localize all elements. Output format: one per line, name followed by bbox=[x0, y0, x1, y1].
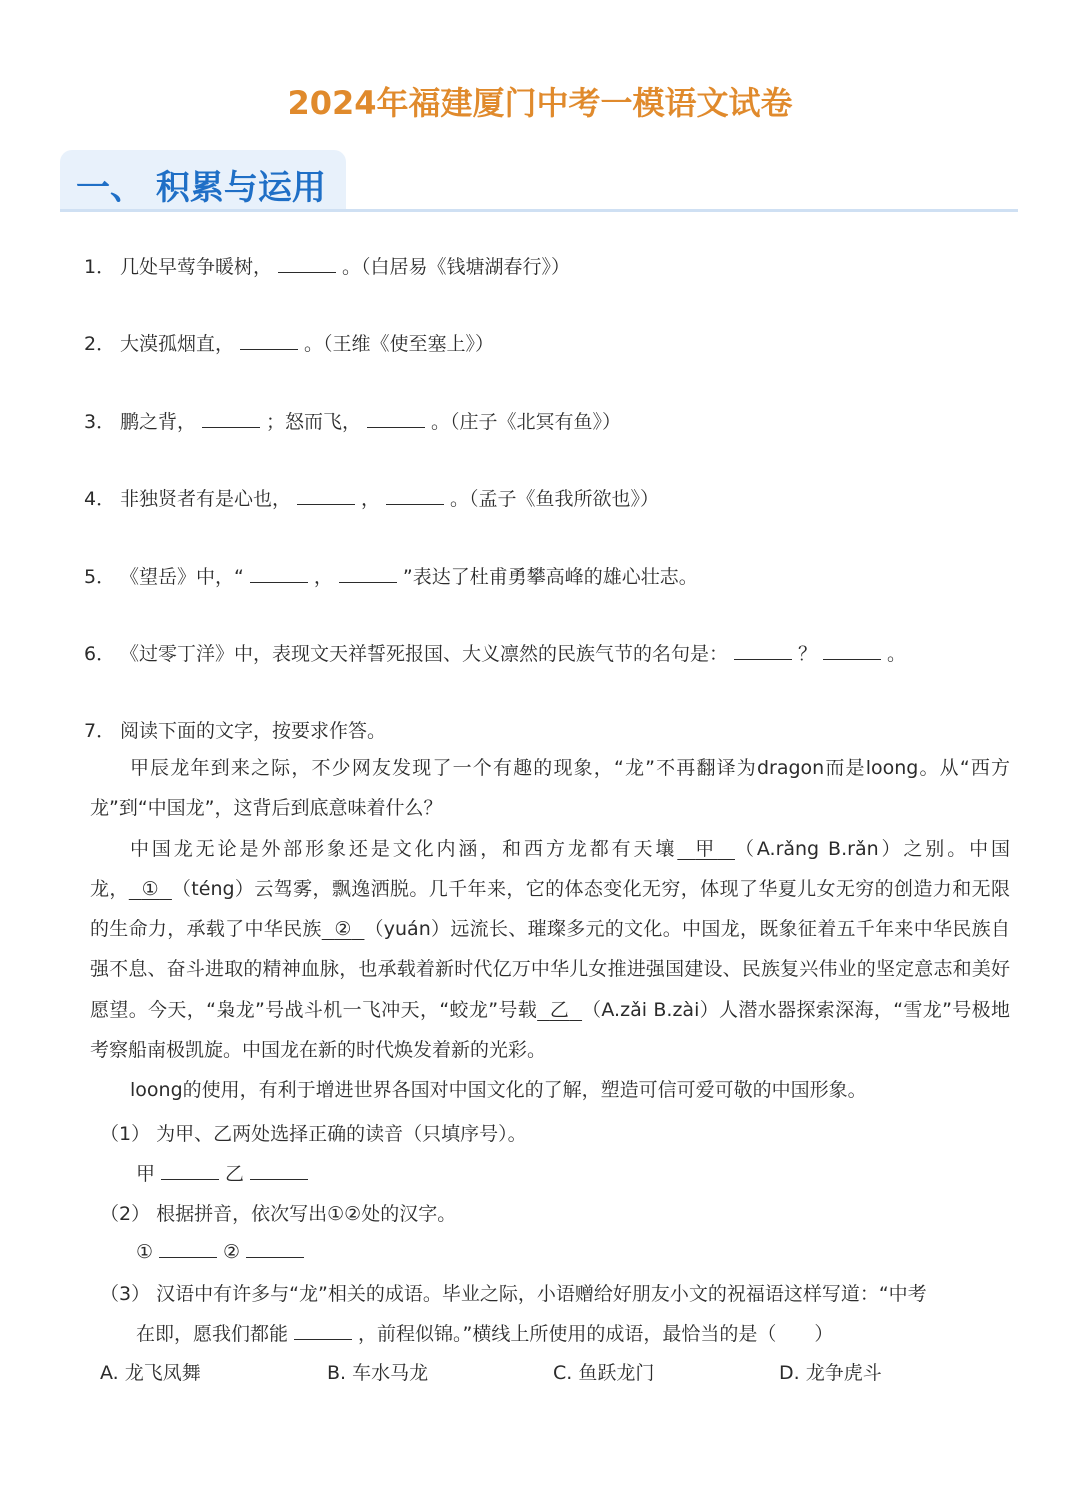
passage-text: （A.zǎi B.zài）人潜水器探索深海，“雪龙”号极地考察船南极凯旋。中国龙在新的时代焕发着新的光彩。 bbox=[90, 998, 1010, 1062]
question-text: 鹏之背， bbox=[120, 411, 197, 433]
answer-blank[interactable] bbox=[202, 409, 260, 428]
question-text: ”表达了杜甫勇攀高峰的雄心壮志。 bbox=[402, 566, 698, 588]
section-divider bbox=[60, 209, 1018, 212]
question-text: ， bbox=[361, 488, 381, 510]
subquestion-3: （3） 汉语中有许多与“龙”相关的成语。毕业之际，小语赠给好朋友小文的祝福语这样写道：“中考 bbox=[100, 1283, 927, 1305]
answer-blank[interactable] bbox=[246, 1239, 304, 1258]
question-3 bbox=[84, 407, 621, 434]
answer-label: 乙 bbox=[225, 1163, 245, 1185]
page-title: 2024年福建厦门中考一模语文试卷 bbox=[287, 84, 793, 122]
answer-blank[interactable] bbox=[159, 1239, 217, 1258]
question-number: 7． bbox=[84, 720, 116, 742]
answer-blank[interactable] bbox=[367, 409, 425, 428]
answer-blank[interactable] bbox=[823, 641, 881, 660]
passage-paragraph bbox=[90, 829, 1010, 1071]
answer-blank[interactable] bbox=[734, 641, 792, 660]
question-1 bbox=[84, 252, 570, 279]
answer-blank[interactable] bbox=[250, 1161, 308, 1180]
answer-label: ② bbox=[223, 1241, 241, 1263]
question-text: 。（孟子《鱼我所欲也》） bbox=[450, 488, 660, 510]
section-title: 一、 积累与运用 bbox=[76, 168, 326, 208]
answer-blank[interactable] bbox=[339, 564, 397, 583]
answer-label: ① bbox=[136, 1241, 154, 1263]
question-5 bbox=[84, 562, 698, 589]
subquestion-1: （1） 为甲、乙两处选择正确的读音（只填序号）。 bbox=[100, 1123, 527, 1145]
answer-blank[interactable] bbox=[297, 486, 355, 505]
question-text: ；怒而飞， bbox=[266, 411, 362, 433]
passage-text: （A.rǎng B.rǎn）之别。中国龙， bbox=[90, 837, 1010, 900]
question-text: 在即，愿我们都能 bbox=[136, 1323, 289, 1345]
question-number: 3． bbox=[84, 411, 116, 433]
answer-blank[interactable] bbox=[250, 564, 308, 583]
question-6 bbox=[84, 639, 906, 666]
answer-blank[interactable] bbox=[161, 1161, 219, 1180]
subquestion-2: （2） 根据拼音，依次写出①②处的汉字。 bbox=[100, 1203, 457, 1225]
question-text: 几处早莺争暖树， bbox=[120, 256, 273, 278]
question-text: ，前程似锦。”横线上所使用的成语，最恰当的是（ ） bbox=[358, 1323, 834, 1345]
question-number: 5． bbox=[84, 566, 116, 588]
question-number: 2． bbox=[84, 333, 116, 355]
blank-marker-1: ① bbox=[141, 877, 160, 900]
question-text: ？ bbox=[798, 643, 818, 665]
answer-label: 甲 bbox=[136, 1163, 156, 1185]
question-text: 。（庄子《北冥有鱼》） bbox=[431, 411, 622, 433]
passage-text: （yuán）远流长、璀璨多元的文化。中国龙，既象征着五千年来中华民族自强不息、奋斗进取的精神血脉，也承载着新时代亿万中华儿女推进强国建设、民族复兴伟业的坚定意志和美好愿望。今天，“枭龙”号战斗机一飞冲天，“蛟龙”号载 bbox=[90, 918, 1010, 1021]
answer-blank[interactable] bbox=[278, 254, 336, 273]
question-number: 1． bbox=[84, 256, 116, 278]
subquestion-3-cont bbox=[136, 1319, 833, 1346]
question-2 bbox=[84, 329, 494, 356]
subquestion-1-answers bbox=[136, 1159, 314, 1186]
option-d[interactable]: D. 龙争虎斗 bbox=[779, 1362, 882, 1384]
question-text: 阅读下面的文字，按要求作答。 bbox=[120, 720, 387, 742]
question-number: 6． bbox=[84, 643, 116, 665]
question-text: 非独贤者有是心也， bbox=[120, 488, 292, 510]
question-number: 4． bbox=[84, 488, 116, 510]
blank-marker-jia: 甲 bbox=[695, 837, 718, 860]
blank-marker-yi: 乙 bbox=[549, 998, 570, 1021]
question-7 bbox=[84, 716, 386, 743]
answer-blank[interactable] bbox=[386, 486, 444, 505]
question-text: 。（白居易《钱塘湖春行》） bbox=[342, 256, 571, 278]
passage-paragraph: 甲辰龙年到来之际，不少网友发现了一个有趣的现象，“龙”不再翻译为dragon而是loong。从“西方龙”到“中国龙”，这背后到底意味着什么？ bbox=[90, 757, 1010, 820]
passage-text: （téng）云驾雾，飘逸洒脱。几千年来，它的体态变化无穷，体现了华夏儿女无穷的创造力和无限的生命力，承载了中华民族 bbox=[90, 877, 1010, 941]
answer-blank[interactable] bbox=[294, 1321, 352, 1340]
option-c[interactable]: C. 鱼跃龙门 bbox=[553, 1362, 655, 1384]
option-b[interactable]: B. 车水马龙 bbox=[327, 1362, 429, 1384]
question-text: 。（王维《使至塞上》） bbox=[304, 333, 495, 355]
passage-paragraph: loong的使用，有利于增进世界各国对中国文化的了解，塑造可信可爱可敬的中国形象。 bbox=[130, 1079, 867, 1102]
question-text: 大漠孤烟直， bbox=[120, 333, 235, 355]
reading-passage bbox=[90, 748, 1010, 1111]
question-text: 《过零丁洋》中，表现文天祥誓死报国、大义凛然的民族气节的名句是： bbox=[120, 643, 729, 665]
answer-blank[interactable] bbox=[240, 331, 298, 350]
question-4 bbox=[84, 484, 659, 511]
option-a[interactable]: A. 龙飞凤舞 bbox=[100, 1362, 201, 1384]
question-text: 。 bbox=[887, 643, 907, 665]
question-text: ， bbox=[313, 566, 333, 588]
subquestion-2-answers bbox=[136, 1239, 310, 1263]
passage-text: 中国龙无论是外部形象还是文化内涵，和西方龙都有天壤 bbox=[130, 837, 678, 860]
question-text: 《望岳》中，“ bbox=[120, 566, 244, 588]
blank-marker-2: ② bbox=[334, 918, 352, 941]
